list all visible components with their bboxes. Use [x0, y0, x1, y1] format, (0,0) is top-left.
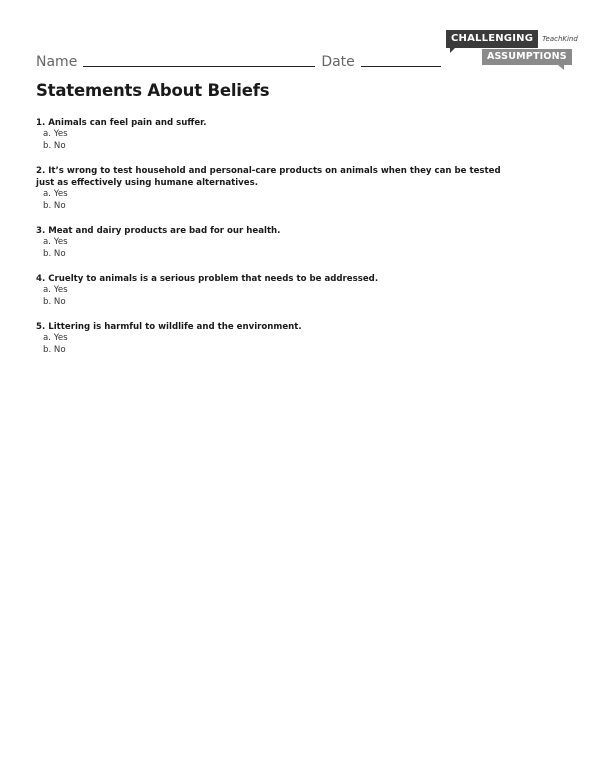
page-title: Statements About Beliefs	[36, 81, 270, 100]
option-no[interactable]: b. No	[43, 296, 66, 307]
option-yes[interactable]: a. Yes	[43, 189, 68, 199]
question-1	[36, 117, 506, 152]
name-blank-line[interactable]	[83, 65, 315, 67]
questions-list	[36, 117, 506, 369]
option-no[interactable]: b. No	[43, 344, 66, 355]
option-yes[interactable]: a. Yes	[43, 333, 68, 343]
challenging-assumptions-logo	[446, 30, 578, 68]
option-yes[interactable]: a. Yes	[43, 237, 68, 247]
logo-assumptions: ASSUMPTIONS	[482, 49, 572, 65]
logo-challenging: CHALLENGING	[446, 30, 538, 48]
logo-top-row	[446, 30, 578, 48]
option-no[interactable]: b. No	[43, 248, 66, 259]
question-text: 2. It’s wrong to test household and personal-care products on animals when they can be tested just as effectively using humane alternatives.	[36, 166, 501, 188]
option-yes[interactable]: a. Yes	[43, 129, 68, 139]
question-5	[36, 321, 506, 356]
logo-speech-tail-top	[450, 48, 455, 53]
logo-teachkind: TeachKind	[542, 35, 578, 43]
question-text: 1. Animals can feel pain and suffer.	[36, 118, 207, 128]
question-text: 3. Meat and dairy products are bad for our health.	[36, 226, 281, 236]
option-no[interactable]: b. No	[43, 200, 66, 211]
logo-speech-tail-bottom	[558, 65, 564, 70]
question-text: 5. Littering is harmful to wildlife and the environment.	[36, 322, 302, 332]
question-3	[36, 225, 506, 260]
option-no[interactable]: b. No	[43, 140, 66, 151]
date-blank-line[interactable]	[361, 65, 441, 67]
date-label: Date	[321, 54, 355, 70]
question-4	[36, 273, 506, 308]
question-2	[36, 165, 506, 212]
name-label: Name	[36, 54, 78, 70]
option-yes[interactable]: a. Yes	[43, 285, 68, 295]
question-text: 4. Cruelty to animals is a serious problem that needs to be addressed.	[36, 274, 379, 284]
name-date-header	[36, 52, 447, 70]
